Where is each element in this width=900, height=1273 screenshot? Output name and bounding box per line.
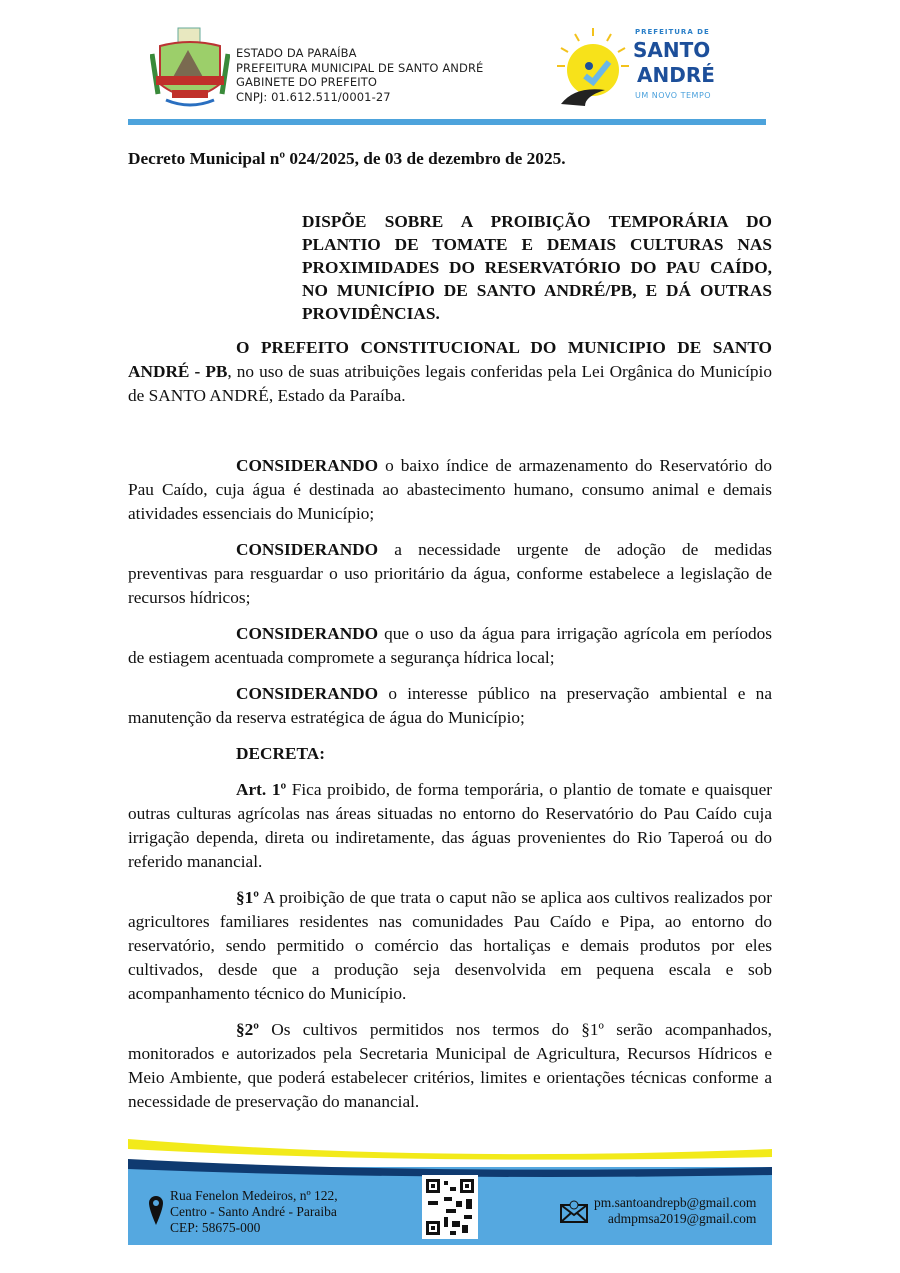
paragraph-1: §1º A proibição de que trata o caput não se aplica aos cultivos realizados por agricultores familiares residentes nas comunidades Pau Caído e Pipa, ao entorno do reservatório, sendo permitido o comércio das hortaliças e demais produtos por eles cultivados, desde que a produção seja desenvolvida em pequena escala e sob acompanhamento técnico do Município. [128,888,772,1003]
footer-address: Rua Fenelon Medeiros, nº 122, Centro - Santo André - Paraiba CEP: 58675-000 [170,1188,338,1235]
preamble [128,336,772,408]
paragraph-2: §2º Os cultivos permitidos nos termos do §1º serão acompanhados, monitorados e autorizados pela Secretaria Municipal de Agricultura, Recursos Hídricos e Meio Ambiente, que poderá estabelecer critérios, limites e orientações técnicas conforme a necessidade de preservação do manancial. [128,1020,772,1111]
footer-emails [594,1195,756,1227]
email-link-1[interactable]: pm.santoandrepb@gmail.com [594,1195,757,1210]
decree-title: Decreto Municipal nº 024/2025, de 03 de dezembro de 2025. [128,149,566,168]
footer-banner [128,1135,772,1245]
qr-code-icon[interactable] [422,1175,478,1239]
considerando-1: CONSIDERANDO o baixo índice de armazenamento do Reservatório do Pau Caído, cuja água é destinada ao abastecimento humano, consumo animal e demais atividades essenciais do Município; [128,456,772,523]
santo-andre-brand-logo [555,22,755,114]
considerando-4: CONSIDERANDO o interesse público na preservação ambiental e na manutenção da reserva estratégica de água do Município; [128,684,772,727]
header-gabinete: GABINETE DO PREFEITO [236,75,377,89]
preamble-text: , no uso de suas atribuições legais conferidas pela Lei Orgânica do Município de SANTO ANDRÉ, Estado da Paraíba. [128,362,772,405]
decree-ementa: DISPÕE SOBRE A PROIBIÇÃO TEMPORÁRIA DO PLANTIO DE TOMATE E DEMAIS CULTURAS NAS PROXIMIDADES DO RESERVATÓRIO DO PAU CAÍDO, NO MUNICÍPIO DE SANTO ANDRÉ/PB, E DÁ OUTRAS PROVIDÊNCIAS. [302,212,772,323]
article-1: Art. 1º Fica proibido, de forma temporária, o plantio de tomate e quaisquer outras culturas agrícolas nas áreas situadas no entorno do Reservatório do Pau Caído cuja irrigação dependa, direta ou indiretamente, das águas provenientes do Rio Taperoá ou do referido manancial. [128,780,772,871]
preamble-authority: O PREFEITO CONSTITUCIONAL DO MUNICIPIO DE SANTO ANDRÉ - PB [128,338,772,381]
logo-slogan: UM NOVO TEMPO [635,91,712,100]
considerando-3: CONSIDERANDO que o uso da água para irrigação agrícola em períodos de estiagem acentuada compromete a segurança hídrica local; [128,624,772,667]
header-divider [128,119,766,125]
header-prefeitura: PREFEITURA MUNICIPAL DE SANTO ANDRÉ [236,60,484,75]
header-institution-text [236,46,483,104]
email-link-2[interactable]: admpmsa2019@gmail.com [607,1211,757,1226]
considerando-2: CONSIDERANDO a necessidade urgente de adoção de medidas preventivas para resguardar o uso prioritário da água, conforme estabelece a legislação de recursos hídricos; [128,540,772,607]
logo-santo-andre: SANTO ANDRÉ [633,38,715,87]
header-cnpj: CNPJ: 01.612.511/0001-27 [236,89,391,104]
location-pin-icon [148,1195,164,1227]
decreta-heading: DECRETA: [236,744,325,763]
logo-prefeitura-de: PREFEITURA DE [635,28,710,36]
email-envelope-icon [560,1199,588,1223]
sun-road-icon [555,26,630,106]
municipal-crest-logo [150,24,230,108]
decree-body [128,454,772,1114]
header-state: ESTADO DA PARAÍBA [236,46,357,60]
